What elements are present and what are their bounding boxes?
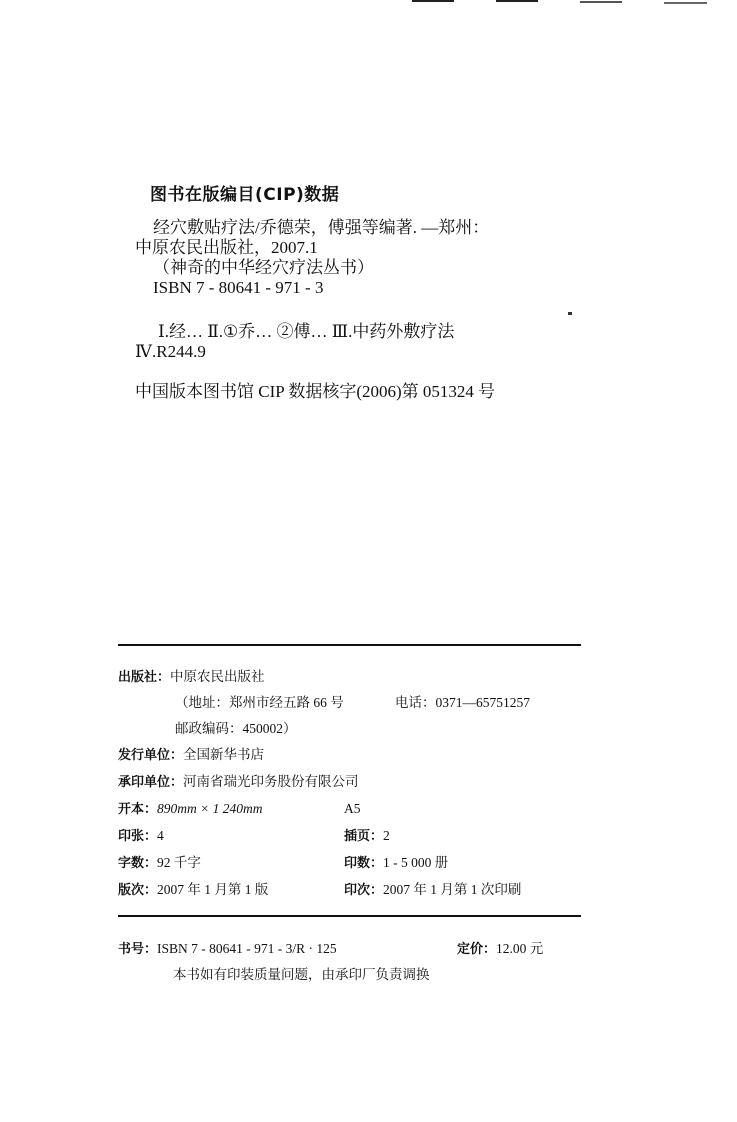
book-number-value: ISBN 7 - 80641 - 971 - 3/R · 125: [157, 941, 337, 956]
printing-label: 印次：: [344, 883, 384, 898]
cip-line-classification: Ⅳ.R244.9: [135, 342, 206, 361]
price-row: [457, 940, 543, 959]
postcode-value: 邮政编码：450002）: [175, 721, 297, 736]
sheets-label: 印张：: [118, 829, 158, 844]
cip-line-isbn: ISBN 7 - 80641 - 971 - 3: [153, 278, 324, 297]
publisher-value: 中原农民出版社: [170, 669, 265, 684]
words-value: 92 千字: [157, 855, 201, 870]
inserts-value: 2: [383, 828, 390, 843]
format-row: [118, 800, 263, 819]
print-run-label: 印数：: [344, 856, 384, 871]
cip-line-series: （神奇的中华经穴疗法丛书）: [153, 258, 374, 277]
print-run-value: 1 - 5 000 册: [383, 855, 449, 870]
cip-line-record-number: 中国版本图书馆 CIP 数据核字(2006)第 051324 号: [135, 382, 496, 401]
phone-value: 电话：0371—65751257: [395, 695, 530, 710]
format-label: 开本：: [118, 802, 158, 817]
inserts-row: [344, 827, 390, 846]
cip-line-subjects: Ⅰ.经… Ⅱ.①乔… ②傅… Ⅲ.中药外敷疗法: [158, 322, 455, 341]
scan-speck: [568, 312, 572, 315]
inserts-label: 插页：: [344, 829, 384, 844]
edition-label: 版次：: [118, 883, 158, 898]
price-label: 定价：: [457, 942, 497, 957]
printer-label: 承印单位：: [118, 775, 184, 790]
printing-value: 2007 年 1 月第 1 次印刷: [383, 882, 522, 897]
scan-artifact-line: [664, 2, 707, 4]
cip-line-title-authors: 经穴敷贴疗法/乔德荣，傅强等编著. —郑州：: [153, 218, 490, 237]
price-value: 12.00 元: [496, 941, 544, 956]
scan-artifact-line: [496, 0, 538, 2]
distributor-row: [118, 746, 264, 765]
scan-artifact-line: [580, 1, 622, 3]
distributor-label: 发行单位：: [118, 748, 184, 763]
divider-rule: [118, 644, 581, 646]
sheets-row: [118, 827, 164, 846]
printing-row: [344, 881, 521, 900]
book-number-label: 书号：: [118, 942, 158, 957]
publisher-row: [118, 668, 265, 687]
words-row: [118, 854, 201, 873]
format-size-value: A5: [344, 801, 361, 816]
edition-row: [118, 881, 268, 900]
print-run-row: [344, 854, 448, 873]
scan-artifact-line: [412, 0, 454, 2]
book-number-row: [118, 940, 337, 959]
quality-notice: 本书如有印装质量问题，由承印厂负责调换: [173, 967, 430, 982]
format-value: 890mm × 1 240mm: [157, 801, 263, 816]
edition-value: 2007 年 1 月第 1 版: [157, 882, 269, 897]
address-value: （地址：郑州市经五路 66 号: [175, 695, 344, 710]
publisher-label: 出版社：: [118, 670, 171, 685]
words-label: 字数：: [118, 856, 158, 871]
distributor-value: 全国新华书店: [183, 747, 265, 762]
printer-row: [118, 773, 359, 792]
cip-title: 图书在版编目(CIP)数据: [150, 185, 340, 205]
printer-value: 河南省瑞光印务股份有限公司: [183, 774, 359, 789]
cip-line-publisher: 中原农民出版社，2007.1: [135, 238, 318, 257]
divider-rule: [118, 915, 581, 917]
sheets-value: 4: [157, 828, 164, 843]
